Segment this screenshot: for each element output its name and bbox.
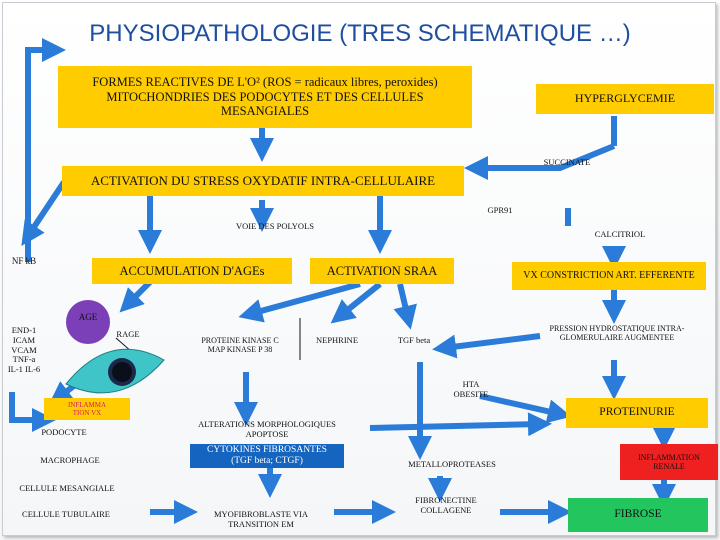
inflamma-box: INFLAMMA TION VX bbox=[44, 398, 130, 420]
stress-to-nfkb-arrow bbox=[28, 182, 64, 236]
nfkb-label: NF kB bbox=[11, 256, 37, 266]
sraa-to-tgf-arrow bbox=[400, 284, 408, 318]
metalloproteases-label: METALLOPROTEASES bbox=[408, 459, 496, 469]
myofibroblaste-label: MYOFIBROBLASTE VIA TRANSITION EM bbox=[213, 509, 309, 529]
tubulaire-label: CELLULE TUBULAIRE bbox=[22, 509, 110, 519]
age-label: AGE bbox=[78, 312, 98, 322]
hyperglycemie-box: HYPERGLYCEMIE bbox=[536, 84, 714, 114]
cytokines-box: CYTOKINES FIBROSANTES (TGF beta; CTGF) bbox=[190, 444, 344, 468]
ages-to-age-arrow bbox=[128, 282, 150, 304]
macrophage-label: MACROPHAGE bbox=[40, 455, 100, 465]
rage-receptor-icon bbox=[66, 349, 164, 393]
mesangiale-label: CELLULE MESANGIALE bbox=[19, 483, 115, 493]
ages-box: ACCUMULATION D'AGEs bbox=[92, 258, 292, 284]
gpr91-label: GPR91 bbox=[487, 205, 513, 215]
pkc-label: PROTEINE KINASE C MAP KINASE P 38 bbox=[201, 336, 279, 355]
fibrose-box: FIBROSE bbox=[568, 498, 708, 532]
cytokines-to-inflammation-arrow bbox=[12, 392, 44, 420]
ros-box: FORMES REACTIVES DE L'O² (ROS = radicaux libres, peroxides) MITOCHONDRIES DES PODOCYTES ET DES CELLULES MESANGIALES bbox=[58, 66, 472, 128]
fibronectine-label: FIBRONECTINE COLLAGENE bbox=[415, 495, 477, 515]
rage-label: RAGE bbox=[116, 329, 140, 339]
cytokine-list-label: END-1 ICAM VCAM TNF-a IL-1 IL-6 bbox=[7, 325, 41, 375]
inflammation-renale-box: INFLAMMATION RENALE bbox=[620, 444, 718, 480]
alterations-label: ALTERATIONS MORPHOLOGIQUES APOPTOSE bbox=[198, 419, 336, 439]
proteinurie-box: PROTEINURIE bbox=[566, 398, 708, 428]
page-title: PHYSIOPATHOLOGIE (TRES SCHEMATIQUE …) bbox=[89, 20, 631, 47]
alterations-to-proteinurie-arrow bbox=[370, 424, 540, 428]
tgf-label: TGF beta bbox=[397, 335, 431, 345]
succinate-label: SUCCINATE bbox=[543, 157, 591, 167]
podocyte-label: PODOCYTE bbox=[41, 427, 87, 437]
pression-label: PRESSION HYDROSTATIQUE INTRA- GLOMERULAIRE AUGMENTEE bbox=[549, 324, 685, 343]
hta-label: HTA OBESITE bbox=[453, 379, 489, 399]
polyols-label: VOIE DES POLYOLS bbox=[235, 221, 314, 231]
sraa-box: ACTIVATION SRAA bbox=[310, 258, 454, 284]
nephrine-label: NEPHRINE bbox=[315, 335, 359, 345]
calcitriol-label: CALCITRIOL bbox=[594, 229, 646, 239]
stress-box: ACTIVATION DU STRESS OXYDATIF INTRA-CELLULAIRE bbox=[62, 166, 464, 196]
vx-box: VX CONSTRICTION ART. EFFERENTE bbox=[512, 262, 706, 290]
